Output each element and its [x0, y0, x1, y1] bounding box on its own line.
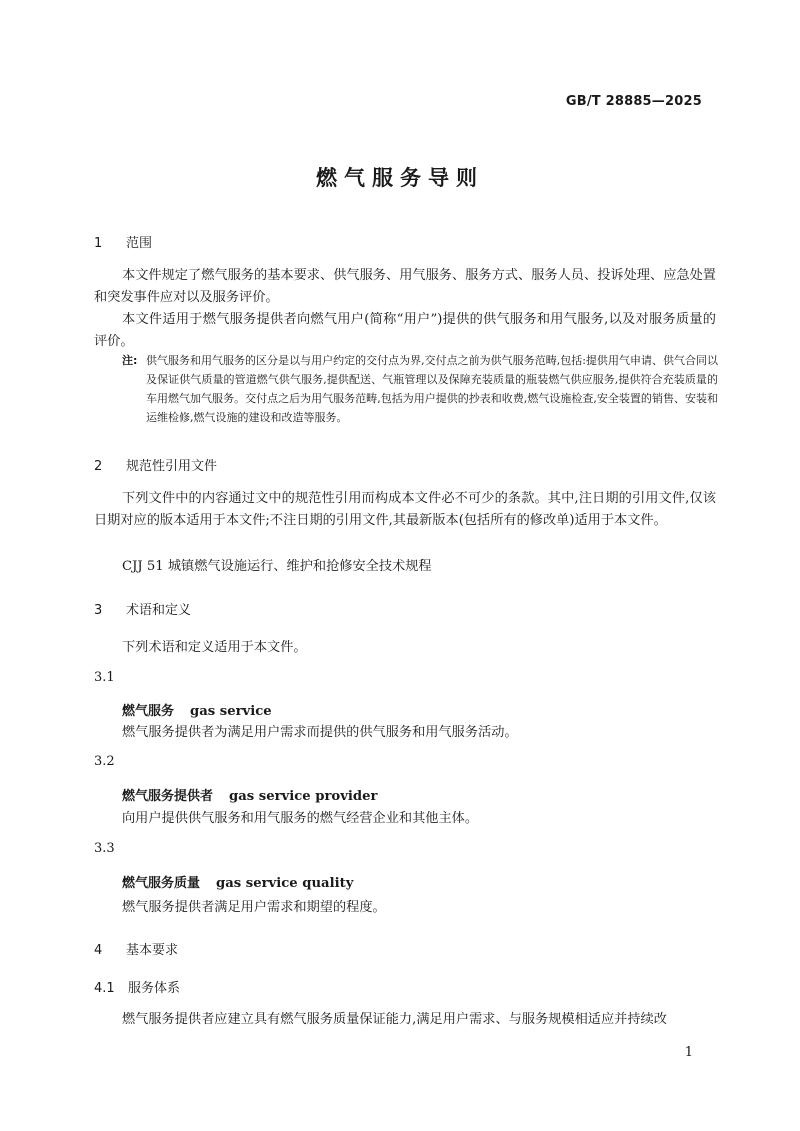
standard-code: GB/T 28885—2025 [565, 94, 702, 109]
term-heading [122, 700, 272, 719]
section-number: 4 [94, 943, 103, 958]
scope-note [122, 351, 718, 427]
note-text: 供气服务和用气服务的区分是以与用户约定的交付点为界,交付点之前为供气服务范畴,包括:提供用气申请、供气合同以及保证供气质量的管道燃气供气服务,提供配送、气瓶管理以及保障充装质量的瓶装燃气供应服务,提供符合充装质量的车用燃气加气服务。交付点之后为用气服务范畴,包括为用户提供的抄表和收费,燃气设施检查,安全装置的销售、安装和运维检修,燃气设施的建设和改造等服务。 [146, 354, 718, 424]
section-3-heading [94, 599, 191, 618]
term-chinese: 燃气服务提供者 [122, 789, 214, 804]
service-system-paragraph: 燃气服务提供者应建立具有燃气服务质量保证能力,满足用户需求、与服务规模相适应并持续改 [122, 1012, 667, 1027]
section-number: 2 [94, 459, 103, 474]
term-heading [122, 785, 377, 804]
scope-paragraph-1: 本文件规定了燃气服务的基本要求、供气服务、用气服务、服务方式、服务人员、投诉处理、应急处置和突发事件应对以及服务评价。 [94, 268, 716, 305]
section-title: 规范性引用文件 [126, 459, 218, 474]
term-number: 3.2 [94, 754, 115, 769]
term-number: 3.3 [94, 841, 115, 856]
document-title: 燃气服务导则 [316, 166, 484, 190]
normative-references-paragraph: 下列文件中的内容通过文中的规范性引用而构成本文件必不可少的条款。其中,注日期的引用文件,仅该日期对应的版本适用于本文件;不注日期的引用文件,其最新版本(包括所有的修改单)适用于本文件。 [94, 491, 716, 528]
term-english: gas service provider [229, 789, 378, 804]
subsection-4-1-heading [94, 977, 180, 996]
term-heading [122, 872, 353, 891]
term-definition: 燃气服务提供者满足用户需求和期望的程度。 [122, 900, 386, 915]
terms-intro: 下列术语和定义适用于本文件。 [122, 640, 307, 655]
section-number: 1 [94, 236, 103, 251]
reference-item: CJJ 51 城镇燃气设施运行、维护和抢修安全技术规程 [122, 559, 432, 574]
subsection-number: 4.1 [94, 981, 115, 996]
term-number: 3.1 [94, 670, 115, 685]
term-english: gas service [190, 704, 272, 719]
section-number: 3 [94, 603, 103, 618]
subsection-title: 服务体系 [128, 981, 181, 996]
section-1-heading [94, 232, 152, 251]
page-number: 1 [684, 1045, 693, 1060]
term-chinese: 燃气服务 [122, 704, 175, 719]
term-definition: 燃气服务提供者为满足用户需求而提供的供气服务和用气服务活动。 [122, 725, 518, 740]
note-label: 注: [122, 354, 138, 367]
scope-paragraph-2: 本文件适用于燃气服务提供者向燃气用户(简称“用户”)提供的供气服务和用气服务,以及对服务质量的评价。 [94, 312, 716, 349]
section-4-heading [94, 939, 178, 958]
term-english: gas service quality [216, 876, 354, 891]
section-title: 范围 [126, 236, 153, 251]
term-chinese: 燃气服务质量 [122, 876, 201, 891]
term-definition: 向用户提供供气服务和用气服务的燃气经营企业和其他主体。 [122, 811, 479, 826]
section-title: 基本要求 [126, 943, 179, 958]
section-title: 术语和定义 [126, 603, 192, 618]
section-2-heading [94, 455, 217, 474]
